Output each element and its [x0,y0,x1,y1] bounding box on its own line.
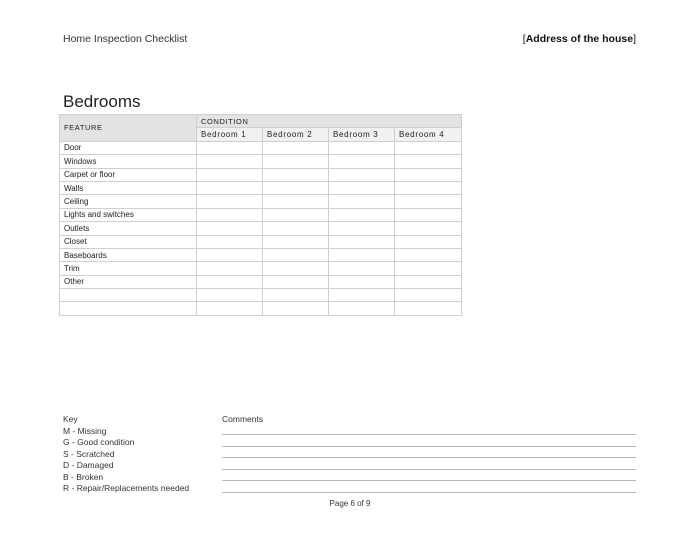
feature-cell: Windows [60,155,197,168]
key-title: Key [63,414,78,424]
condition-cell[interactable] [263,248,329,261]
condition-cell[interactable] [395,248,462,261]
bedroom-column-header: Bedroom 1 [197,128,263,141]
condition-cell[interactable] [197,181,263,194]
feature-cell: Closet [60,235,197,248]
condition-cell[interactable] [197,208,263,221]
feature-cell [60,289,197,302]
condition-cell[interactable] [197,195,263,208]
table-row [60,181,462,194]
condition-cell[interactable] [197,275,263,288]
condition-cell[interactable] [329,155,395,168]
bracket-open: [ [522,33,526,45]
condition-cell[interactable] [395,168,462,181]
condition-cell[interactable] [395,289,462,302]
feature-cell: Trim [60,262,197,275]
table-row [60,302,462,315]
bedrooms-checklist-table [59,114,462,316]
condition-cell[interactable] [329,141,395,154]
house-address [523,33,636,45]
address-placeholder[interactable]: Address of the house [525,33,634,45]
condition-cell[interactable] [263,235,329,248]
condition-cell[interactable] [329,235,395,248]
condition-cell[interactable] [197,141,263,154]
condition-cell[interactable] [197,302,263,315]
condition-cell[interactable] [395,275,462,288]
condition-cell[interactable] [329,302,395,315]
condition-cell[interactable] [329,181,395,194]
feature-cell: Baseboards [60,248,197,261]
bedroom-column-header: Bedroom 4 [395,128,462,141]
comments-label: Comments [222,414,264,424]
condition-cell[interactable] [263,302,329,315]
key-legend [63,414,189,495]
feature-cell: Walls [60,181,197,194]
document-title: Home Inspection Checklist [63,33,188,45]
condition-cell[interactable] [197,262,263,275]
table-row [60,222,462,235]
condition-cell[interactable] [329,195,395,208]
section-title: Bedrooms [63,92,141,111]
condition-cell[interactable] [329,208,395,221]
key-item: R - Repair/Replacements needed [63,483,190,493]
table-row [60,208,462,221]
condition-cell[interactable] [263,262,329,275]
condition-cell[interactable] [263,155,329,168]
condition-cell[interactable] [395,181,462,194]
comment-line[interactable] [222,434,636,435]
condition-cell[interactable] [263,195,329,208]
condition-cell[interactable] [395,302,462,315]
feature-column-header: FEATURE [60,115,197,142]
feature-cell [60,302,197,315]
key-item: S - Scratched [63,448,115,459]
condition-cell[interactable] [329,289,395,302]
feature-cell: Outlets [60,222,197,235]
table-row [60,235,462,248]
condition-column-header: CONDITION [197,115,462,128]
condition-cell[interactable] [329,262,395,275]
condition-cell[interactable] [263,275,329,288]
page-number: Page 6 of 9 [329,499,371,508]
condition-cell[interactable] [395,155,462,168]
comment-line[interactable] [222,457,636,458]
feature-cell: Door [60,141,197,154]
condition-cell[interactable] [395,195,462,208]
condition-cell[interactable] [263,168,329,181]
feature-cell: Other [60,275,197,288]
condition-cell[interactable] [329,168,395,181]
table-row [60,275,462,288]
condition-cell[interactable] [395,222,462,235]
condition-cell[interactable] [197,155,263,168]
condition-cell[interactable] [395,262,462,275]
condition-cell[interactable] [263,141,329,154]
condition-cell[interactable] [197,289,263,302]
condition-cell[interactable] [197,235,263,248]
key-item: M - Missing [63,425,107,436]
key-item: G - Good condition [63,437,135,447]
condition-cell[interactable] [329,222,395,235]
table-row [60,155,462,168]
key-item: D - Damaged [63,460,114,470]
table-row [60,262,462,275]
condition-cell[interactable] [197,168,263,181]
condition-cell[interactable] [395,235,462,248]
condition-cell[interactable] [329,248,395,261]
condition-cell[interactable] [395,208,462,221]
table-row [60,168,462,181]
feature-cell: Carpet or floor [60,168,197,181]
table-row [60,289,462,302]
bracket-close: ] [633,33,636,45]
condition-cell[interactable] [197,248,263,261]
condition-cell[interactable] [329,275,395,288]
comment-line[interactable] [222,492,636,493]
bedroom-column-header: Bedroom 3 [329,128,395,141]
condition-cell[interactable] [263,208,329,221]
feature-cell: Lights and switches [60,208,197,221]
table-row [60,248,462,261]
condition-cell[interactable] [263,289,329,302]
condition-cell[interactable] [263,222,329,235]
comment-line[interactable] [222,446,636,447]
feature-cell: Ceiling [60,195,197,208]
condition-cell[interactable] [197,222,263,235]
condition-cell[interactable] [395,141,462,154]
comment-line[interactable] [222,480,636,481]
condition-cell[interactable] [263,181,329,194]
bedroom-column-header: Bedroom 2 [263,128,329,141]
comment-line[interactable] [222,469,636,470]
key-item: B - Broken [63,471,104,482]
table-row [60,195,462,208]
table-row [60,141,462,154]
